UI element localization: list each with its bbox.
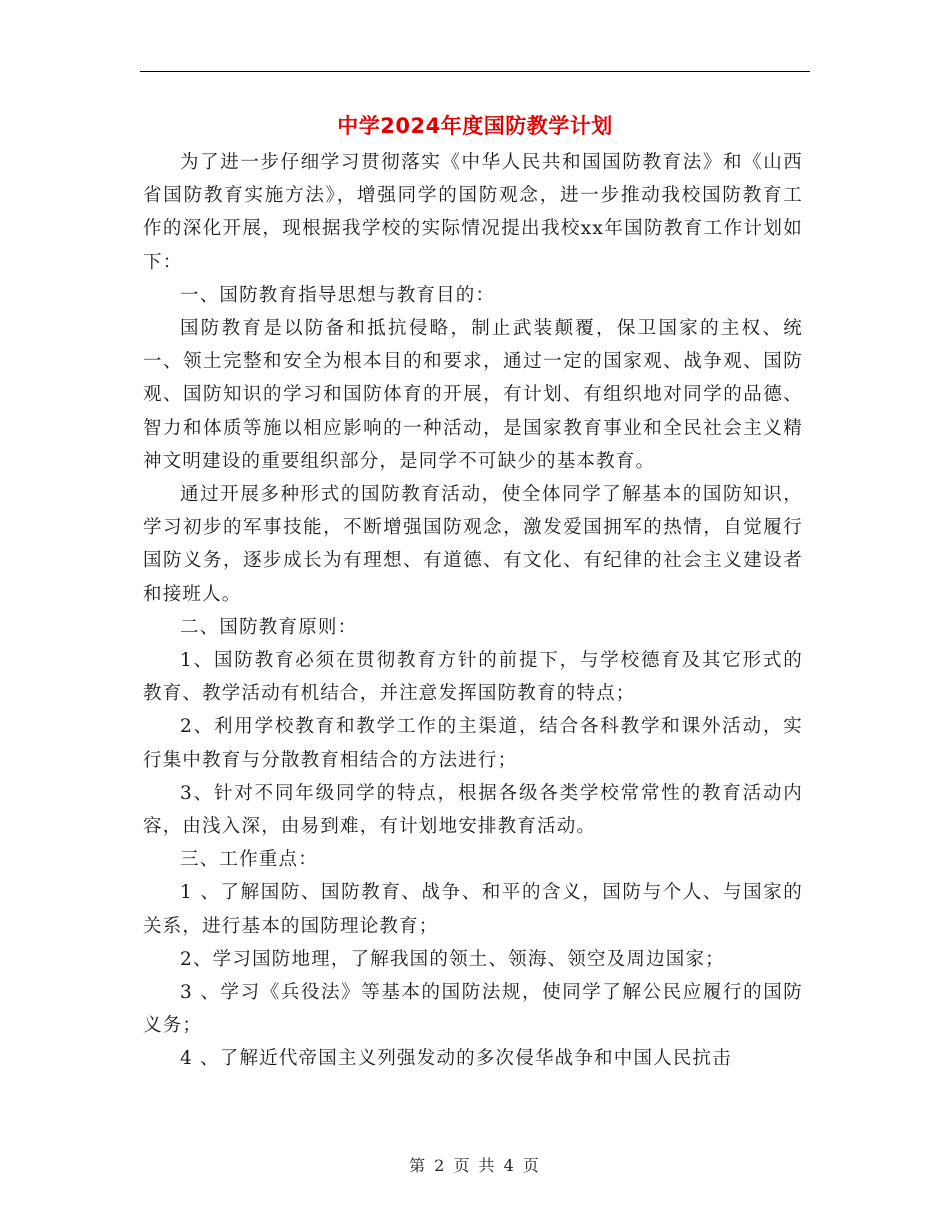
- paragraph: 通过开展多种形式的国防教育活动，使全体同学了解基本的国防知识，学习初步的军事技能，不断增强国防观念，激发爱国拥军的热情，自觉履行国防义务，逐步成长为有理想、有道德、有文化、有纪律的社会主义建设者和接班人。: [143, 484, 803, 605]
- list-item: 4 、了解近代帝国主义列强发动的多次侵华战争和中国人民抗击: [180, 1048, 732, 1070]
- section-heading: 三、工作重点：: [180, 849, 318, 871]
- section-heading: 二、国防教育原则：: [180, 616, 358, 638]
- list-item: 3 、学习《兵役法》等基本的国防法规，使同学了解公民应履行的国防义务；: [143, 982, 803, 1037]
- list-item: 2、学习国防地理，了解我国的领土、领海、领空及周边国家；: [180, 948, 725, 970]
- header-rule: [140, 71, 810, 72]
- paragraph: 国防教育是以防备和抵抗侵略，制止武装颠覆，保卫国家的主权、统一、领土完整和安全为根本目的和要求，通过一定的国家观、战争观、国防观、国防知识的学习和国防体育的开展，有计划、有组织地对同学的品德、智力和体质等施以相应影响的一种活动，是国家教育事业和全民社会主义精神文明建设的重要组织部分，是同学不可缺少的基本教育。: [143, 318, 803, 472]
- list-item: 2、利用学校教育和教学工作的主渠道，结合各科教学和课外活动，实行集中教育与分散教育相结合的方法进行；: [143, 716, 803, 771]
- document-body: [143, 146, 803, 1076]
- section-heading: 一、国防教育指导思想与教育目的：: [180, 284, 496, 306]
- list-item: 3、针对不同年级同学的特点，根据各级各类学校常常性的教育活动内容，由浅入深，由易到难，有计划地安排教育活动。: [143, 782, 803, 838]
- list-item: 1 、了解国防、国防教育、战争、和平的含义，国防与个人、与国家的关系，进行基本的国防理论教育；: [143, 882, 803, 937]
- page-number-footer: 第 2 页 共 4 页: [409, 1156, 541, 1175]
- list-item: 1、国防教育必须在贯彻教育方针的前提下，与学校德育及其它形式的教育、教学活动有机结合，并注意发挥国防教育的特点；: [143, 650, 803, 705]
- paragraph: 为了进一步仔细学习贯彻落实《中华人民共和国国防教育法》和《山西省国防教育实施方法》，增强同学的国防观念，进一步推动我校国防教育工作的深化开展，现根据我学校的实际情况提出我校xx年国防教育工作计划如下：: [143, 152, 803, 273]
- document-title: 中学2024年度国防教学计划: [337, 114, 613, 138]
